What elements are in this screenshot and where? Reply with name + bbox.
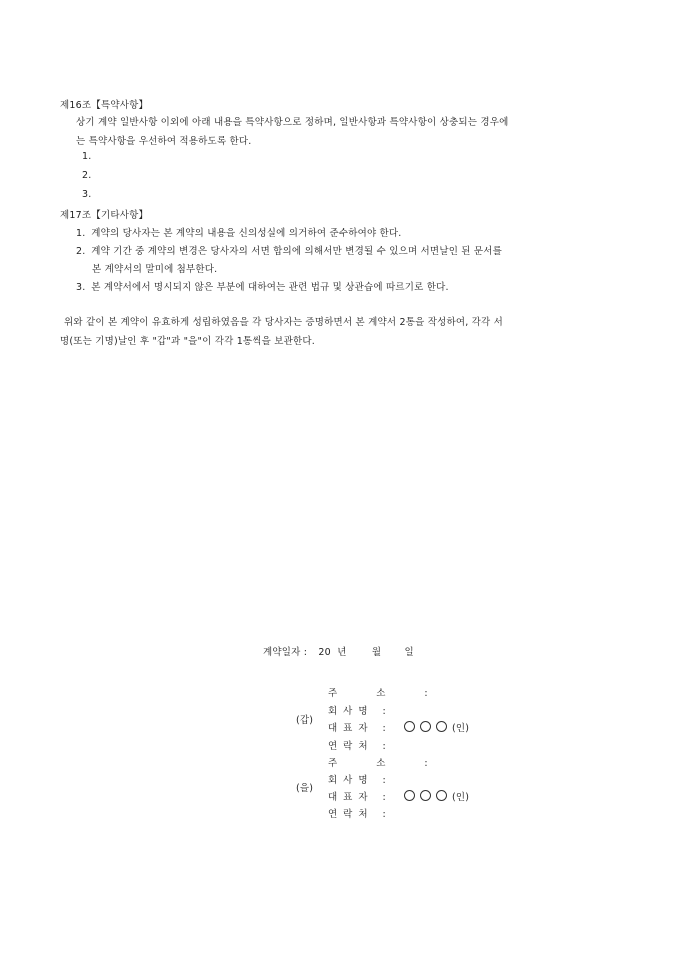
party-b-company-label: 회사명 : [328,775,392,786]
party-a-company-label: 회사명 : [328,706,392,717]
party-b-rep-label: 대표자 : [328,792,392,803]
closing-line1: 위와 같이 본 계약이 유효하게 성립하였음을 각 당사자는 증명하면서 본 계약서 2통을 작성하여, 각각 서 [64,317,503,328]
circle-icon [404,721,415,732]
date-month: 월 [371,647,382,658]
article17-item-3 [76,279,449,293]
article17-item-1 [76,225,402,239]
article17-item-3-num: 3. [76,282,86,293]
contract-date [263,644,414,658]
article17-title: 제17조【기타사항】 [60,210,149,221]
article17-item-1-text: 계약의 당사자는 본 계약의 내용을 신의성실에 의거하여 준수하여야 한다. [91,228,402,239]
date-label: 계약일자 : [263,647,308,658]
party-a-address-label: 주 소 : [328,688,446,699]
article17-item-1-num: 1. [76,228,86,239]
party-b-contact-label: 연락처 : [328,809,392,820]
party-b-address-label: 주 소 : [328,758,446,769]
party-a-signature [404,720,469,734]
article17-item-2-text: 계약 기간 중 계약의 변경은 당사자의 서면 합의에 의해서만 변경될 수 있으며 서면날인 된 문서를 [91,246,503,257]
circle-icon [436,790,447,801]
party-a-label: (갑) [296,715,314,726]
article16-body-line2: 는 특약사항을 우선하여 적용하도록 한다. [76,136,252,147]
party-a-rep-label: 대표자 : [328,723,392,734]
circle-icon [404,790,415,801]
article16-title: 제16조【특약사항】 [60,100,149,111]
article17-item-2-text2: 본 계약서의 말미에 첨부한다. [92,264,218,275]
article16-item-1: 1. [82,151,92,162]
article17-item-2 [76,243,502,257]
article17-item-2-num: 2. [76,246,86,257]
party-a-seal: (인) [452,723,470,734]
date-year: 20 년 [318,647,347,658]
party-b-signature [404,789,469,803]
article16-item-2: 2. [82,170,92,181]
circle-icon [420,790,431,801]
article16-body-line1: 상기 계약 일반사항 이외에 아래 내용을 특약사항으로 정하며, 일반사항과 특약사항이 상충되는 경우에 [76,117,509,128]
closing-line2: 명(또는 기명)날인 후 "갑"과 "을"이 각각 1통씩을 보관한다. [60,336,316,347]
article17-item-3-text: 본 계약서에서 명시되지 않은 부분에 대하여는 관련 법규 및 상관습에 따르기로 한다. [91,282,449,293]
circle-icon [420,721,431,732]
party-a-contact-label: 연락처 : [328,741,392,752]
circle-icon [436,721,447,732]
party-b-label: (을) [296,783,314,794]
date-day: 일 [404,647,414,658]
article16-item-3: 3. [82,189,92,200]
party-b-seal: (인) [452,792,470,803]
